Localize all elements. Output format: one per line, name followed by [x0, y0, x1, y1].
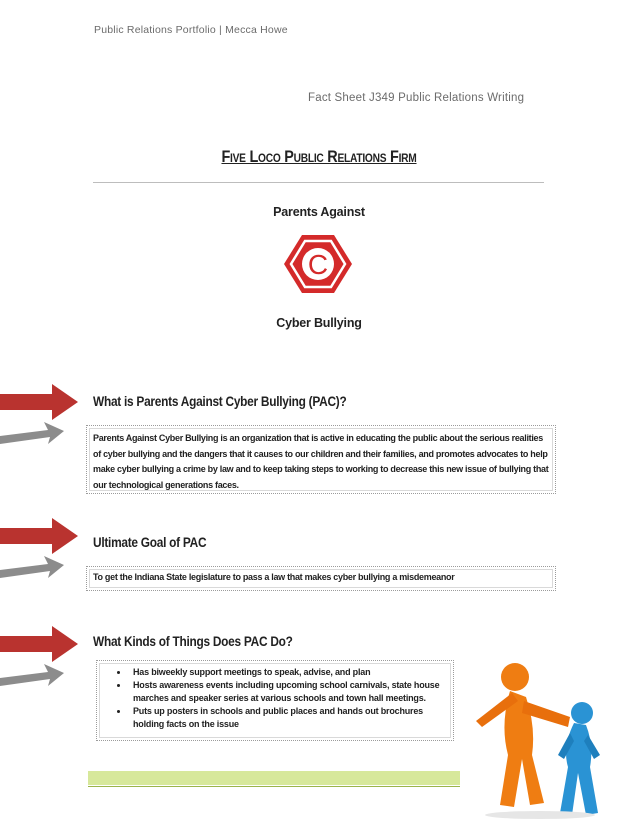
pac-logo [282, 233, 354, 295]
org-name-bottom: Cyber Bullying [276, 316, 362, 330]
firm-title: Five Loco Public Relations Firm [221, 147, 417, 166]
section-body-box [86, 566, 556, 591]
section-body: Parents Against Cyber Bullying is an organization that is active in educating the public about the serious realities of cyber bullying and the dangers that it causes to our children and their families, and promotes advocates to help make cyber bullying a crime by law and to keep taking steps to working to decrease this new issue of bullying that our technological generations faces. [93, 433, 549, 490]
footer-bar [88, 771, 460, 785]
section-title: Ultimate Goal of PAC [93, 535, 207, 550]
page-header: Public Relations Portfolio | Mecca Howe [94, 24, 288, 36]
arrow-icon [0, 518, 80, 586]
bullying-figures-illustration [470, 655, 610, 820]
title-divider [93, 182, 544, 183]
list-item: • Puts up posters in schools and public places and hands out brochures holding facts on the issue [129, 705, 447, 731]
logo-letter: C [307, 249, 329, 280]
fact-sheet-label: Fact Sheet J349 Public Relations Writing [308, 92, 525, 104]
section-title: What Kinds of Things Does PAC Do? [93, 634, 293, 649]
section-list-box [96, 660, 454, 741]
list-item: • Hosts awareness events including upcoming school carnivals, state house marches and speaker series at various schools and town hall meetings. [129, 679, 447, 705]
footer-line [88, 786, 460, 787]
org-name-top: Parents Against [273, 205, 365, 219]
arrow-icon [0, 384, 80, 452]
list-item: • Has biweekly support meetings to speak, advise, and plan [129, 666, 447, 679]
section-title: What is Parents Against Cyber Bullying (PAC)? [93, 394, 347, 409]
section-body-box [86, 425, 556, 494]
section-body: To get the Indiana State legislature to pass a law that makes cyber bullying a misdemeanor [93, 572, 455, 582]
arrow-icon [0, 626, 80, 694]
